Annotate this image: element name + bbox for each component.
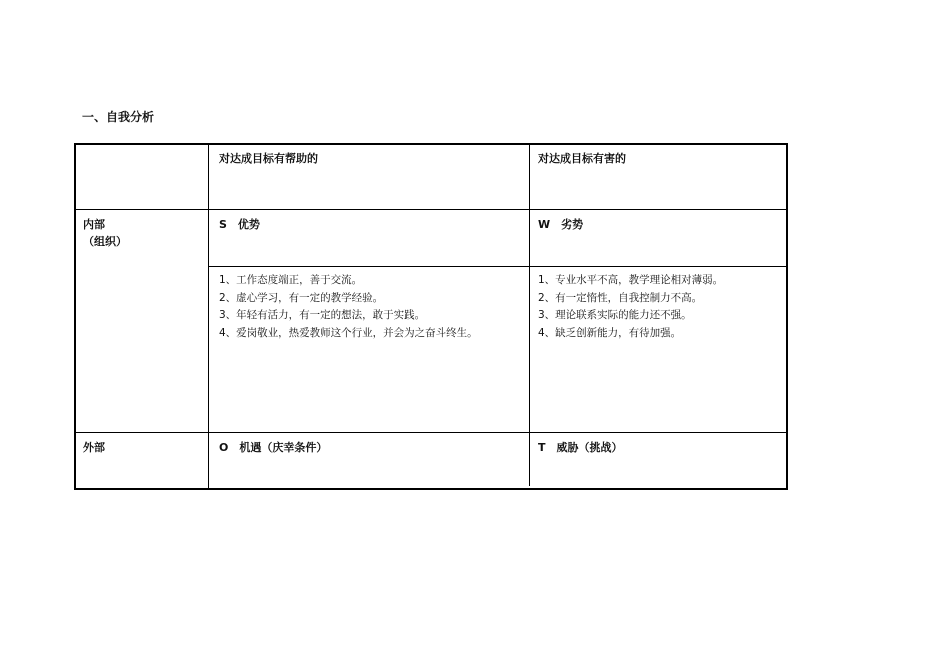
list-item: 4、爱岗敬业，热爱教师这个行业，并会为之奋斗终生。 [219, 326, 478, 339]
list-item: 2、有一定惰性，自我控制力不高。 [538, 291, 703, 304]
table-divider-col1 [208, 143, 209, 490]
swot-table [74, 143, 788, 490]
table-divider-row3 [74, 432, 788, 433]
list-item: 4、缺乏创新能力，有待加强。 [538, 326, 682, 339]
internal-label: 内部 [83, 218, 105, 231]
strengths-list [219, 272, 478, 342]
list-item: 3、理论联系实际的能力还不强。 [538, 309, 692, 321]
section-title: 一、自我分析 [82, 110, 155, 124]
threats-title: T 威胁（挑战） [538, 441, 623, 454]
table-divider-col2 [529, 143, 530, 486]
opportunities-title: O 机遇（庆幸条件） [219, 441, 328, 454]
weaknesses-list [538, 272, 723, 342]
table-divider-row2 [208, 266, 788, 267]
weaknesses-title: W 劣势 [538, 218, 584, 231]
table-divider-row1 [74, 209, 788, 210]
list-item: 1、专业水平不高，教学理论相对薄弱。 [538, 274, 724, 286]
header-helpful: 对达成目标有帮助的 [219, 152, 318, 165]
internal-sublabel: （组织） [83, 235, 127, 248]
list-item: 3、年轻有活力，有一定的想法，敢于实践。 [219, 309, 426, 321]
list-item: 1、工作态度端正，善于交流。 [219, 274, 363, 286]
list-item: 2、虚心学习，有一定的教学经验。 [219, 291, 384, 304]
table-border-top [74, 143, 788, 145]
header-harmful: 对达成目标有害的 [538, 152, 626, 165]
table-border-left [74, 143, 76, 490]
table-border-right [786, 143, 788, 490]
external-label: 外部 [83, 441, 105, 454]
table-border-bottom [74, 488, 788, 490]
strengths-title: S 优势 [219, 218, 260, 231]
